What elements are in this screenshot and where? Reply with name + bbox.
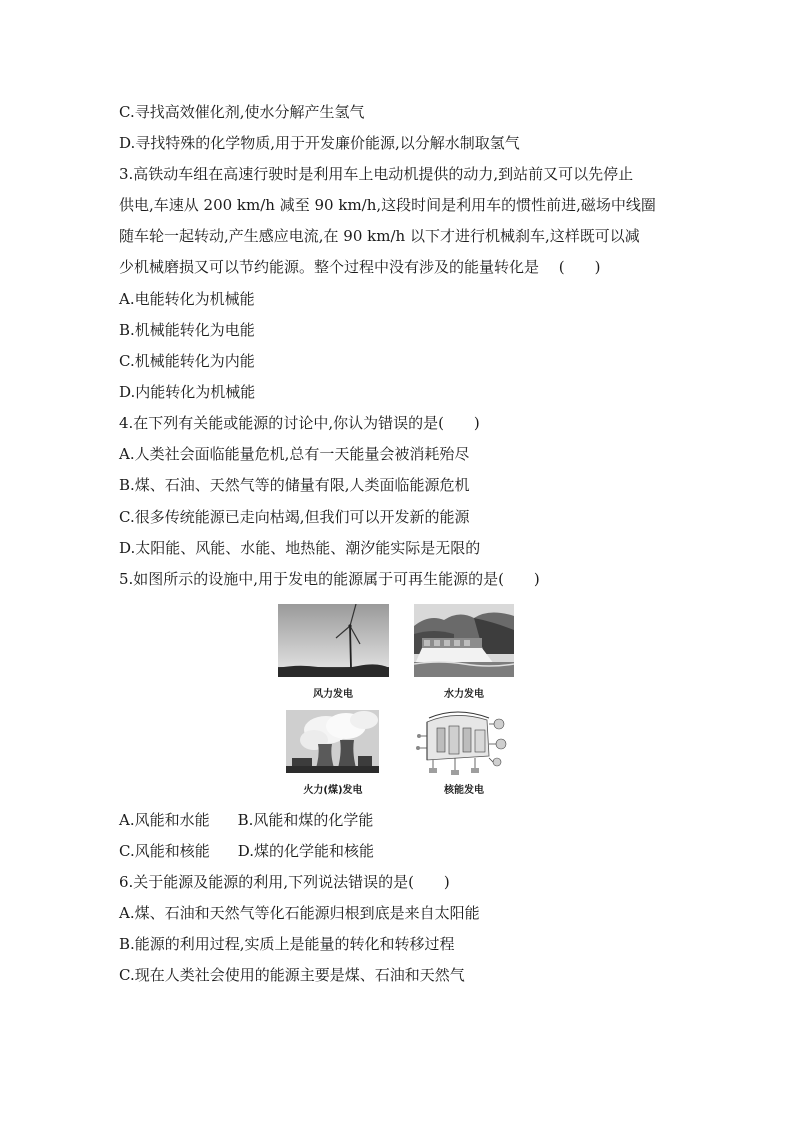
option-b-q5: B.风能和煤的化学能: [237, 811, 374, 829]
hydro-power-photo: [414, 604, 514, 677]
question-3-line-2: 供电,车速从 200 km/h 减至 90 km/h,这段时间是利用车的惯性前进,磁场中线圈: [119, 196, 656, 214]
option-a-q6: A.煤、石油和天然气等化石能源归根到底是来自太阳能: [119, 904, 480, 922]
question-3-line-4: 少机械磨损又可以节约能源。整个过程中没有涉及的能量转化是 ( ): [119, 258, 601, 276]
option-c-q3: C.机械能转化为内能: [119, 352, 255, 370]
question-3-line-3: 随车轮一起转动,产生感应电流,在 90 km/h 以下才进行机械刹车,这样既可以减: [119, 227, 640, 245]
question-5: 5.如图所示的设施中,用于发电的能源属于可再生能源的是( ): [119, 570, 540, 588]
wind-power-caption: 风力发电: [313, 689, 353, 700]
question-6: 6.关于能源及能源的利用,下列说法错误的是( ): [119, 873, 450, 891]
coal-power-photo: [286, 710, 379, 773]
wind-power-photo: [278, 604, 389, 677]
option-b-q4: B.煤、石油、天然气等的储量有限,人类面临能源危机: [119, 476, 470, 494]
option-c-q5: C.风能和核能: [119, 842, 210, 860]
question-3-line-1: 3.高铁动车组在高速行驶时是利用车上电动机提供的动力,到站前又可以先停止: [119, 165, 634, 183]
question-4: 4.在下列有关能或能源的讨论中,你认为错误的是( ): [119, 414, 480, 432]
option-c-q4: C.很多传统能源已走向枯竭,但我们可以开发新的能源: [119, 508, 470, 526]
option-a-q4: A.人类社会面临能量危机,总有一天能量会被消耗殆尽: [119, 445, 470, 463]
nuclear-power-diagram: [415, 708, 518, 776]
option-a-q3: A.电能转化为机械能: [119, 290, 255, 308]
options-row-q5-cd: [119, 841, 374, 861]
coal-power-caption: 火力(煤)发电: [303, 785, 363, 796]
option-c-q2: C.寻找高效催化剂,使水分解产生氢气: [119, 103, 365, 121]
option-c-q6: C.现在人类社会使用的能源主要是煤、石油和天然气: [119, 966, 465, 984]
option-d-q3: D.内能转化为机械能: [119, 383, 256, 401]
hydro-power-caption: 水力发电: [444, 689, 484, 700]
option-b-q6: B.能源的利用过程,实质上是能量的转化和转移过程: [119, 935, 455, 953]
nuclear-power-caption: 核能发电: [444, 785, 484, 796]
option-d-q4: D.太阳能、风能、水能、地热能、潮汐能实际是无限的: [119, 539, 481, 557]
option-b-q3: B.机械能转化为电能: [119, 321, 255, 339]
options-row-q5-ab: [119, 810, 373, 830]
option-a-q5: A.风能和水能: [119, 811, 210, 829]
option-d-q5: D.煤的化学能和核能: [237, 842, 374, 860]
option-d-q2: D.寻找特殊的化学物质,用于开发廉价能源,以分解水制取氢气: [119, 134, 520, 152]
